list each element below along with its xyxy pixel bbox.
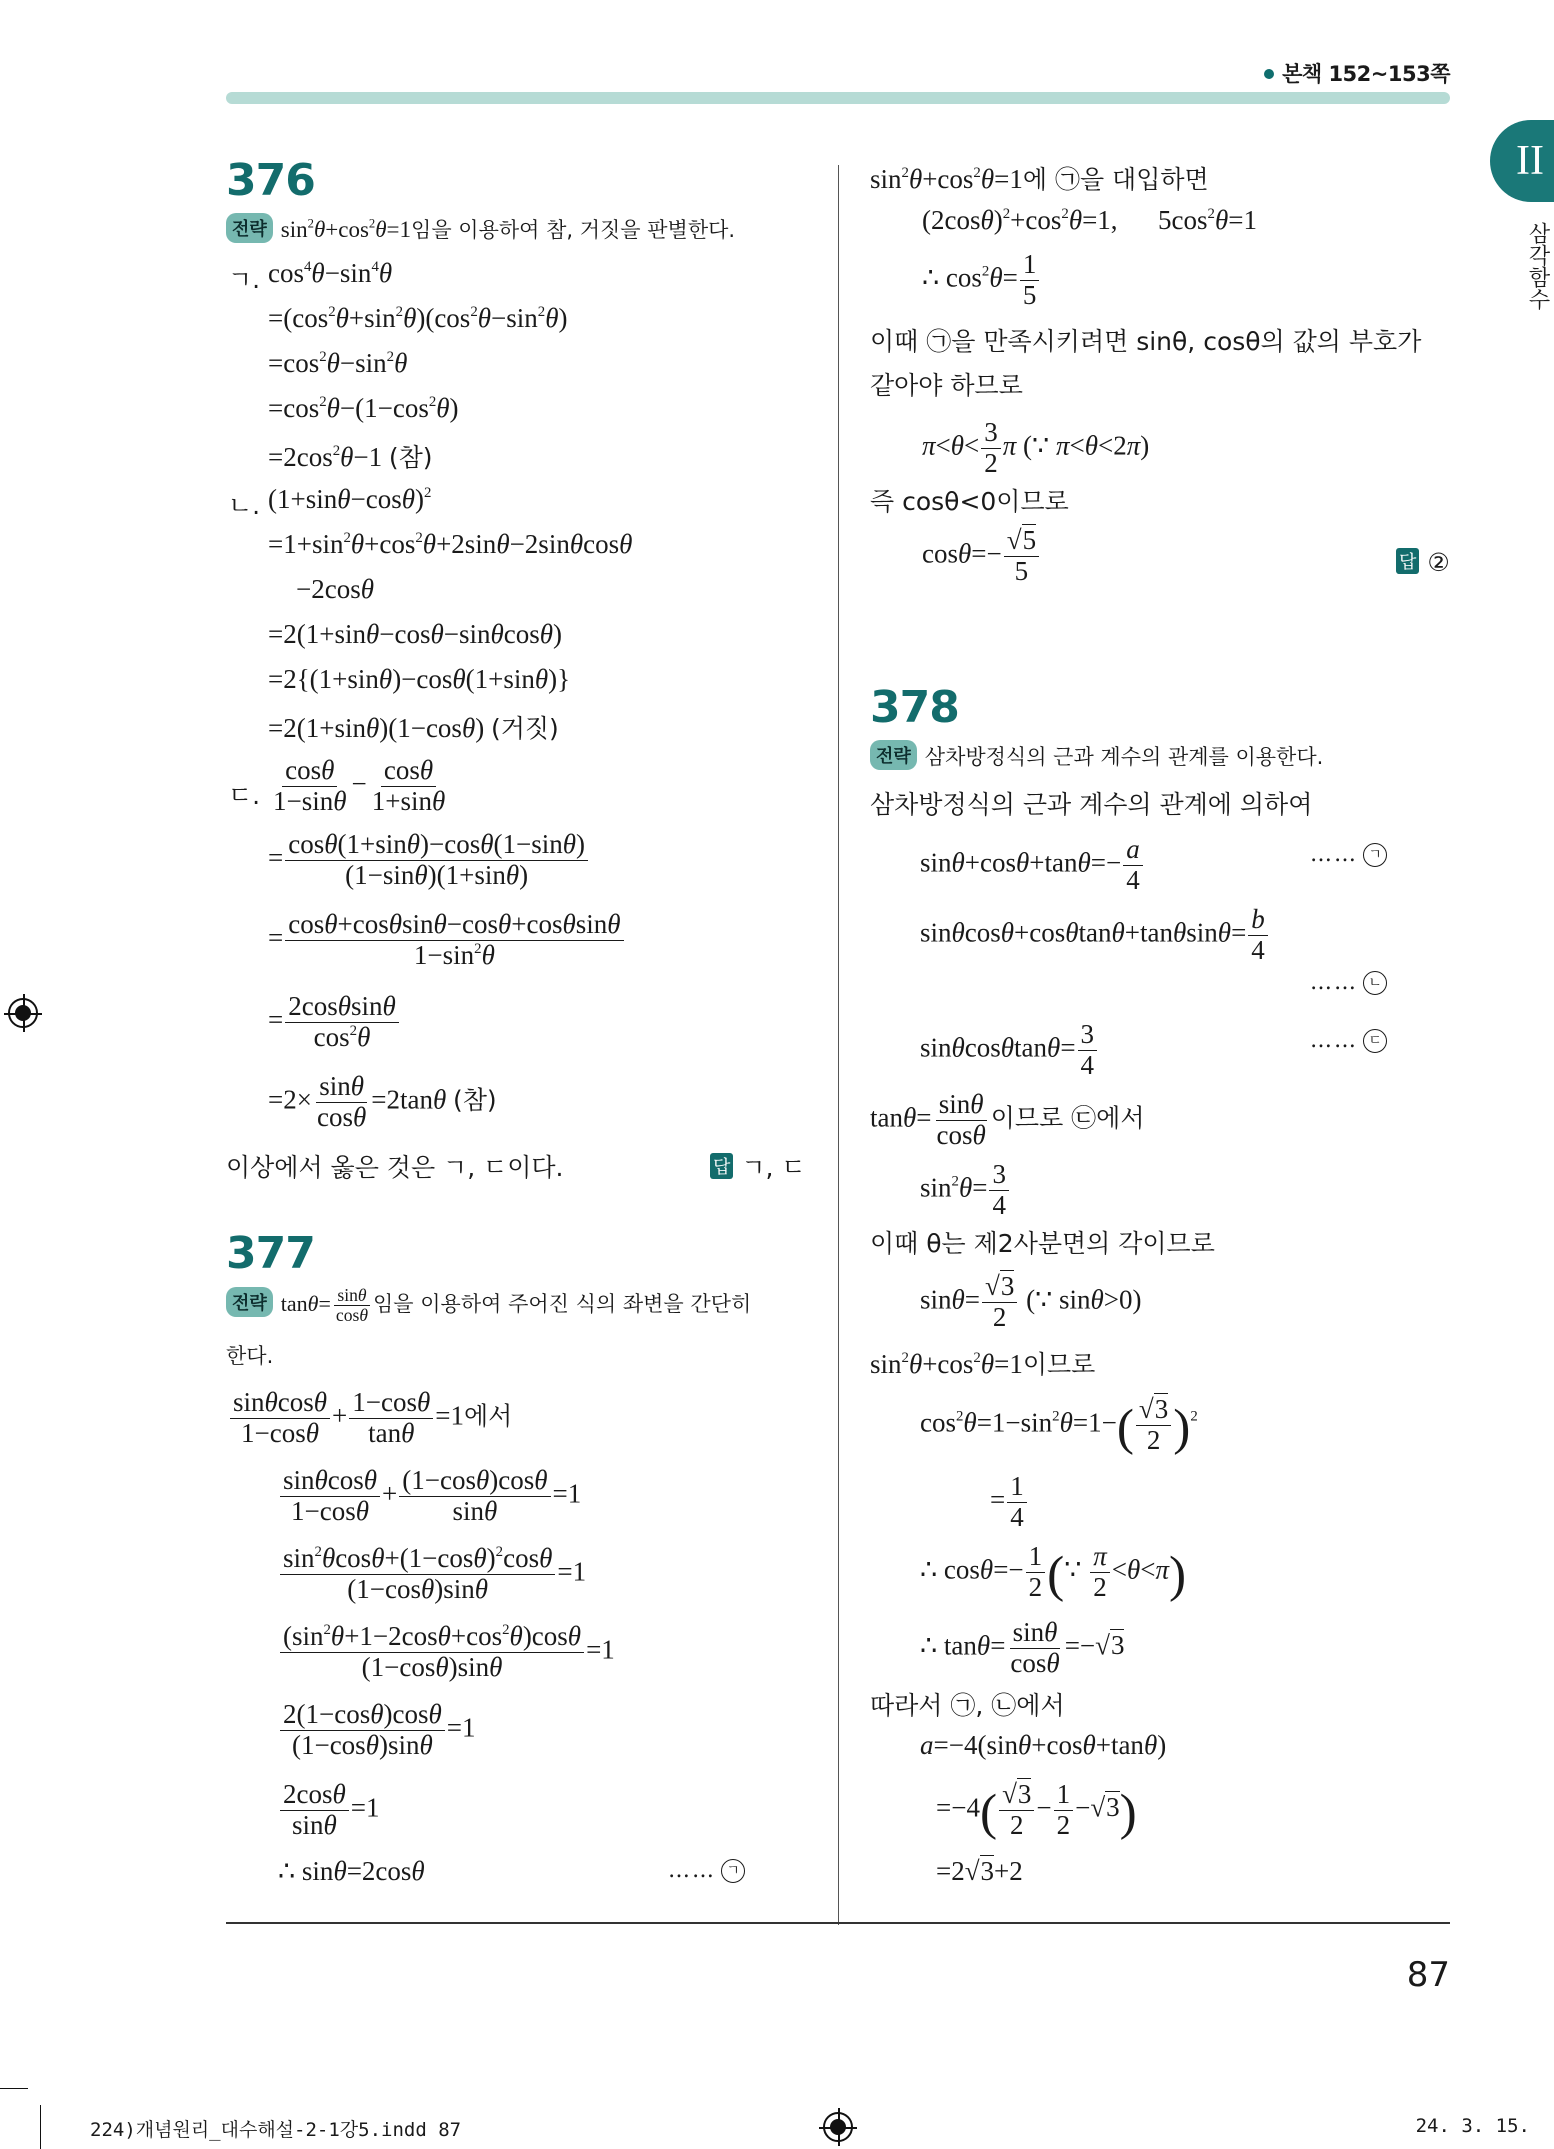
math-line: $=\cos^2\theta-(1-\cos^2\theta)$ — [268, 393, 459, 423]
math-line: ∴ sinθ=2cosθ — [278, 1856, 425, 1886]
crop-mark — [40, 2105, 41, 2149]
math-line: $\cos^2\theta=1-\sin^2\theta=1-$( $\frac{√3}{2}$ )$^2$ — [920, 1394, 1198, 1457]
item-label-a: ㄱ. — [228, 265, 261, 294]
header-bar — [226, 92, 1450, 104]
footer-filename: 224)개념원리_대수해설-2-1강5.indd 87 — [90, 2119, 462, 2141]
math-line: ∴ cosθ=− $\frac{1}{2}$ (∵ $\frac{\pi}{2}$ <θ<π) — [920, 1541, 1187, 1604]
crop-mark — [0, 2088, 28, 2089]
chapter-title: 삼각함수 — [1525, 222, 1550, 310]
math-line: = $\frac{\cos\theta(1+\sin\theta)-\cos\theta(1-\sin\theta)}{(1-\sin\theta)(1+\sin\theta)}$ — [268, 830, 590, 890]
math-line: $=1+\sin^2\theta+\cos^2\theta+2\sin\theta-2\sin\theta\cos\theta$ — [268, 529, 633, 559]
answer-badge: 답 — [710, 1153, 733, 1179]
math-line: $\sin^2\theta=$ $\frac{3}{4}$ — [920, 1160, 1011, 1220]
equation-1: sinθ+cosθ+tanθ=− $\frac{a}{4}$ — [920, 835, 1145, 895]
registration-mark-icon — [8, 998, 38, 1028]
strategy-377-cont: 한다. — [226, 1344, 274, 1368]
math-line: $\frac{(\sin^2\theta+1-2\cos\theta+\cos^2\theta)\cos\theta}{(1-\cos\theta)\sin\theta}$ =1 — [278, 1622, 615, 1682]
problem-number-378: 378 — [870, 682, 959, 733]
equation-marker-a: …… ㄱ — [668, 1858, 745, 1883]
bottom-rule — [226, 1922, 1450, 1924]
math-line: π<θ< $\frac{3}{2}$ π (∵ π<θ<2π) — [922, 417, 1150, 478]
math-line: $\frac{\sin\theta\cos\theta}{1-\cos\theta}$ + $\frac{1-\cos\theta}{\tan\theta}$ =1에서 — [228, 1388, 512, 1448]
page-number: 87 — [1406, 1955, 1450, 1995]
math-line: −2cosθ — [296, 574, 374, 604]
math-line: $\frac{2(1-\cos\theta)\cos\theta}{(1-\cos\theta)\sin\theta}$ =1 — [278, 1700, 475, 1760]
math-line: =2× $\frac{\sin\theta}{\cos\theta}$ =2tanθ (참) — [268, 1071, 497, 1132]
math-line: tanθ= $\frac{\sin\theta}{\cos\theta}$ 이므로 ㉢에서 — [870, 1089, 1145, 1150]
book-reference: 본책 152~153쪽 — [1264, 58, 1450, 88]
math-line: =2(1+sinθ−cosθ−sinθcosθ) — [268, 619, 562, 649]
math-line: $=(\cos^2\theta+\sin^2\theta)(\cos^2\theta-\sin^2\theta)$ — [268, 303, 568, 333]
math-line: $\frac{2\cos\theta}{\sin\theta}$ =1 — [278, 1780, 380, 1840]
math-line: sinθ= $\frac{√3}{2}$ (∵ sinθ>0) — [920, 1271, 1142, 1332]
chapter-tab: II — [1490, 120, 1554, 202]
math-line: =2{(1+sinθ)−cosθ(1+sinθ)} — [268, 664, 571, 694]
text-line: 이때 ㉠을 만족시키려면 sinθ, cosθ의 값의 부호가 — [870, 327, 1422, 356]
math-line: =2(1+sinθ)(1−cosθ) (거짓) — [268, 713, 559, 743]
math-line: $\sin^2\theta+\cos^2\theta=1$이므로 — [870, 1349, 1096, 1379]
registration-mark-icon — [823, 2112, 853, 2142]
math-line: $\sin^2\theta+\cos^2\theta=1$에 ㉠을 대입하면 — [870, 164, 1209, 194]
equation-3: sinθcosθtanθ= $\frac{3}{4}$ — [920, 1020, 1099, 1080]
problem-number-376: 376 — [226, 155, 315, 206]
math-line: $(2\cos\theta)^2+\cos^2\theta=1$, $5\cos^2\theta=1$ — [922, 205, 1257, 235]
text-line: 이때 θ는 제2사분면의 각이므로 — [870, 1229, 1215, 1258]
math-line: $=2\cos^2\theta-1$ (참) — [268, 442, 433, 472]
math-line: =−4( $\frac{√3}{2}$ − $\frac{1}{2}$ −√3) — [936, 1779, 1137, 1842]
math-line: $\frac{\sin\theta\cos\theta}{1-\cos\theta}$ + $\frac{(1-\cos\theta)\cos\theta}{\sin\theta}$ =1 — [278, 1466, 581, 1526]
equation-marker-b: …… ㄴ — [1310, 970, 1387, 995]
item-label-b: ㄴ. — [228, 491, 261, 520]
math-line: $=\cos^2\theta-\sin^2\theta$ — [268, 348, 408, 378]
math-line: = $\frac{2\cos\theta\sin\theta}{\cos^2\theta}$ — [268, 992, 401, 1052]
text-line: 따라서 ㉠, ㉡에서 — [870, 1691, 1065, 1720]
equation-2: sinθcosθ+cosθtanθ+tanθsinθ= $\frac{b}{4}$ — [920, 905, 1270, 965]
math-line: $\cos^4\theta-\sin^4\theta$ — [268, 258, 393, 288]
problem-number-377: 377 — [226, 1228, 315, 1279]
strategy-badge: 전략 — [226, 1287, 273, 1317]
answer-badge: 답 — [1396, 548, 1419, 574]
strategy-378: 전략 삼차방정식의 근과 계수의 관계를 이용한다. — [870, 740, 1323, 771]
answer-377: 답 ② — [1396, 548, 1450, 577]
math-line: ∴ $\cos^2\theta=$ $\frac{1}{5}$ — [922, 250, 1041, 310]
column-divider — [838, 165, 839, 1925]
math-line: = $\frac{1}{4}$ — [990, 1472, 1029, 1532]
math-line: $\frac{\sin^2\theta\cos\theta+(1-\cos\theta)^2\cos\theta}{(1-\cos\theta)\sin\theta}$ =1 — [278, 1544, 586, 1604]
text-line: 같아야 하므로 — [870, 371, 1023, 400]
equation-marker-c: …… ㄷ — [1310, 1028, 1387, 1053]
math-line: ∴ tanθ= $\frac{\sin\theta}{\cos\theta}$ =−√3 — [920, 1617, 1125, 1678]
math-line: cosθ=− $\frac{√5}{5}$ — [922, 526, 1041, 586]
text-line: 삼차방정식의 근과 계수의 관계에 의하여 — [870, 790, 1313, 819]
math-line: $\frac{\cos\theta}{1-\sin\theta}$ − $\frac{\cos\theta}{1+\sin\theta}$ — [273, 755, 446, 816]
equation-marker-a: …… ㄱ — [1310, 842, 1387, 867]
math-line: = $\frac{\cos\theta+\cos\theta\sin\theta-\cos\theta+\cos\theta\sin\theta}{1-\sin^2\theta}$ — [268, 910, 626, 970]
bullet-icon — [1264, 69, 1274, 79]
math-line: $(1+\sin\theta-\cos\theta)^2$ — [268, 484, 432, 514]
math-line: =2√3+2 — [936, 1856, 1023, 1886]
item-label-c: ㄷ. — [228, 781, 261, 810]
math-line: a=−4(sinθ+cosθ+tanθ) — [920, 1730, 1167, 1760]
circled-giyeok-icon: ㄱ — [721, 1859, 745, 1883]
footer-date: 24. 3. 15. — [1415, 2115, 1530, 2137]
strategy-badge: 전략 — [870, 740, 917, 770]
conclusion-376: 이상에서 옳은 것은 ㄱ, ㄷ이다. — [226, 1153, 564, 1182]
answer-376: 답 ㄱ, ㄷ — [710, 1148, 806, 1184]
strategy-badge: 전략 — [226, 213, 273, 243]
strategy-376: 전략 $\sin^2\theta+\cos^2\theta=1$임을 이용하여 참, 거짓을 판별한다. — [226, 213, 735, 244]
strategy-377: 전략 tanθ= $\frac{\sin\theta}{\cos\theta}$ 임을 이용하여 주어진 식의 좌변을 간단히 — [226, 1286, 751, 1326]
text-line: 즉 cosθ<0이므로 — [870, 487, 1069, 516]
